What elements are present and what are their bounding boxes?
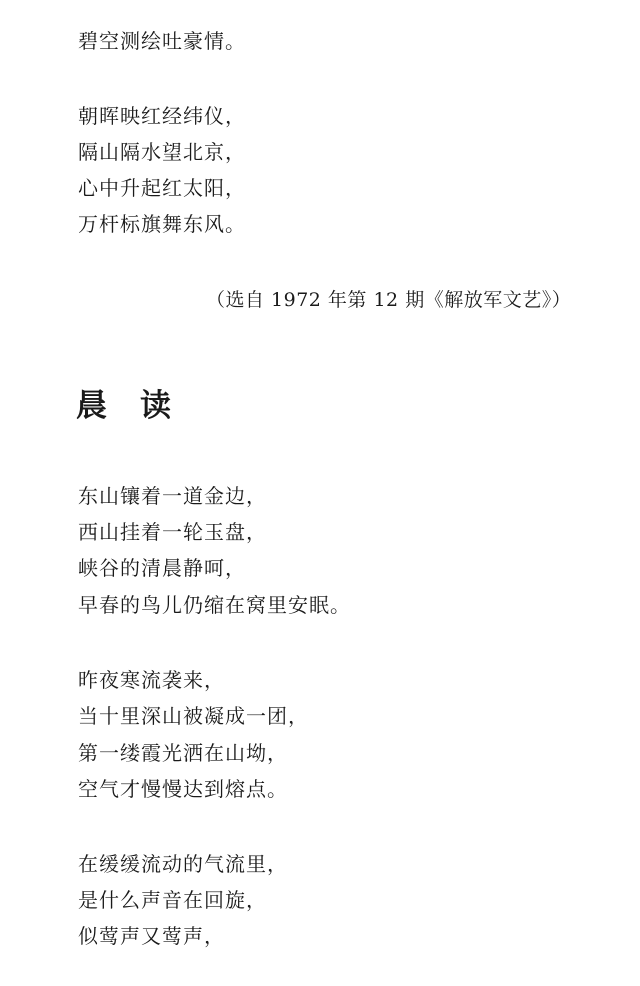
poem-line: 碧空测绘吐豪情。	[78, 29, 246, 53]
poem-line: 心中升起红太阳，	[78, 176, 246, 200]
poem-line: 隔山隔水望北京，	[78, 140, 246, 164]
source-citation: （选自 1972 年第 12 期《解放军文艺》）	[206, 289, 572, 311]
poem-line: 万杆标旗舞东风。	[78, 212, 246, 236]
poem-line: 空气才慢慢达到熔点。	[78, 777, 288, 801]
poem-line: 朝晖映红经纬仪，	[78, 104, 246, 128]
poem-line: 峡谷的清晨静呵，	[78, 556, 246, 580]
poem-line: 当十里深山被凝成一团，	[78, 704, 309, 728]
poem-line: 东山镶着一道金边，	[78, 484, 267, 508]
poem-line: 第一缕霞光洒在山坳，	[78, 741, 288, 765]
poem-title: 晨 读	[76, 388, 172, 424]
poem-line: 昨夜寒流袭来，	[78, 668, 225, 692]
poem-line: 是什么声音在回旋，	[78, 888, 267, 912]
poem-line: 似莺声又莺声，	[78, 924, 225, 948]
poem-line: 在缓缓流动的气流里，	[78, 852, 288, 876]
poem-line: 早春的鸟儿仍缩在窝里安眠。	[78, 593, 351, 617]
poem-line: 西山挂着一轮玉盘，	[78, 520, 267, 544]
